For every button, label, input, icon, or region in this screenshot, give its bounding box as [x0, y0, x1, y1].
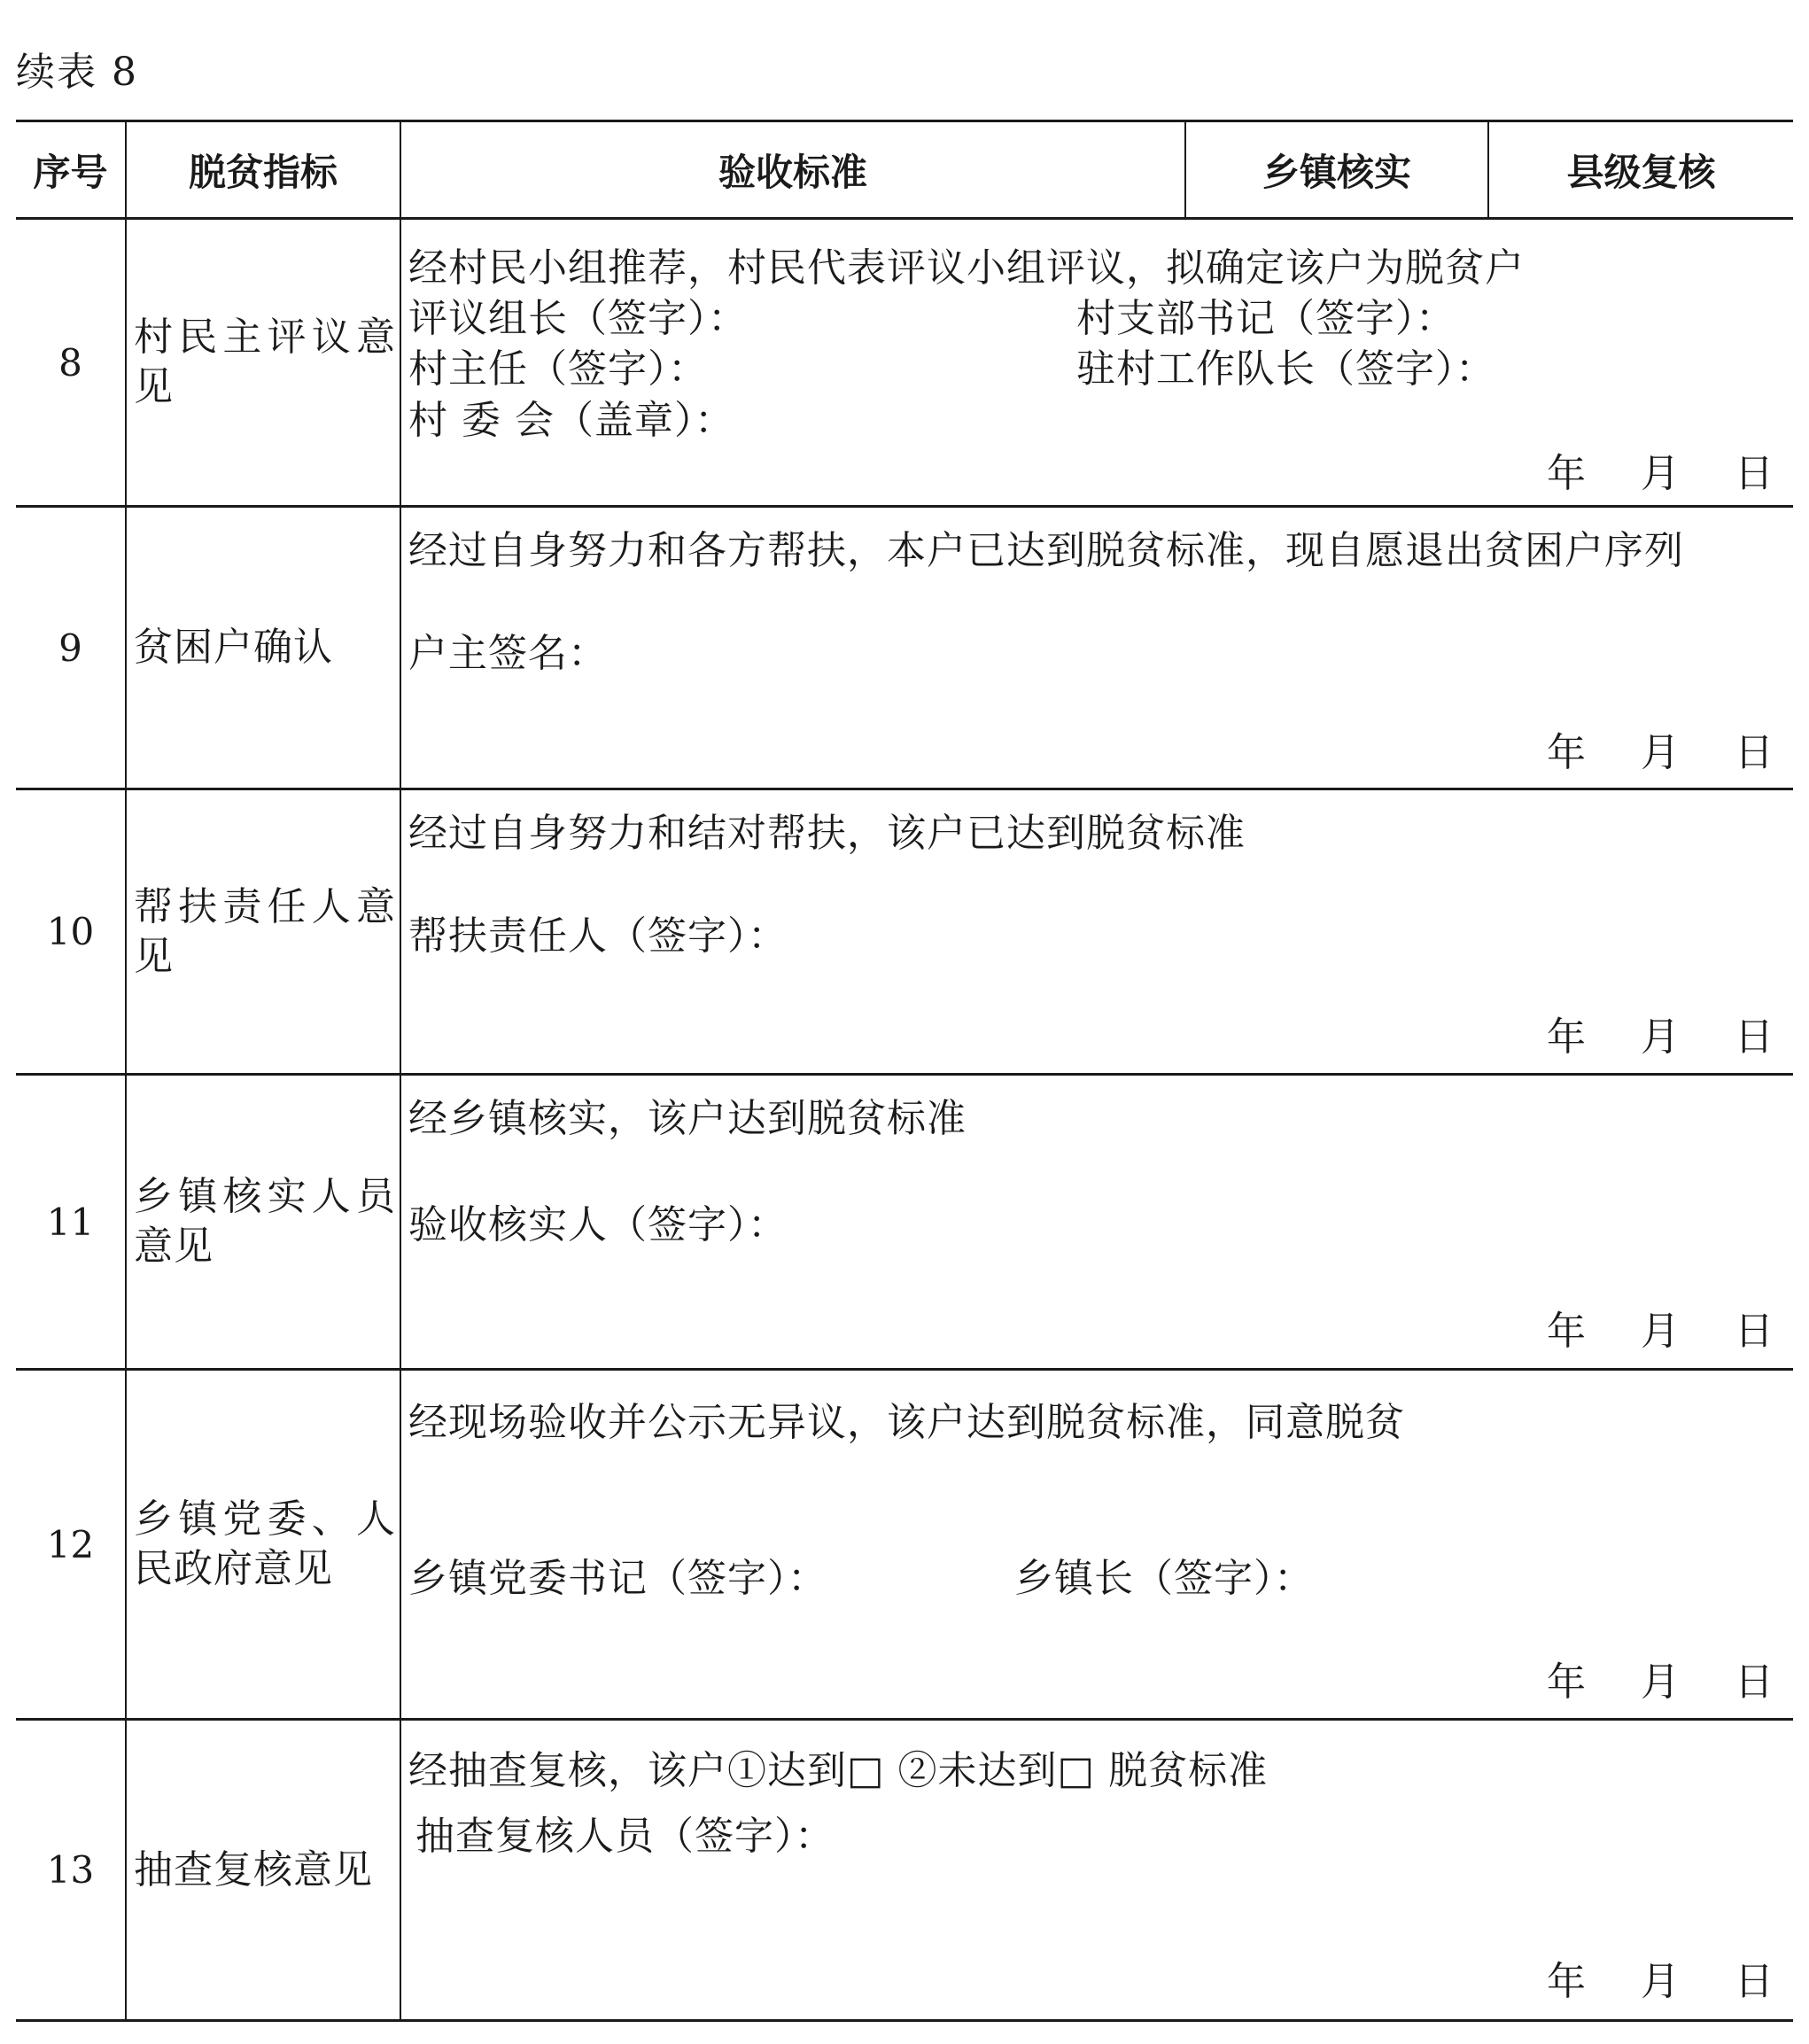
row-seq: 9 [16, 507, 126, 789]
criteria-statement: 经现场验收并公示无异议，该户达到脱贫标准，同意脱贫 [408, 1400, 1405, 1445]
signature-line: 评议组长（签字）： [408, 296, 748, 341]
row-criteria [400, 1075, 1793, 1370]
row-indicator: 乡镇核实人员意见 [126, 1075, 400, 1370]
row-criteria [400, 1720, 1793, 2021]
row-criteria [400, 789, 1793, 1075]
year-label: 年 [1547, 1659, 1586, 1705]
date-line [1547, 1949, 1774, 2006]
row-indicator: 贫困户确认 [126, 507, 400, 789]
row-seq: 12 [16, 1370, 126, 1720]
year-label: 年 [1547, 730, 1586, 775]
seal-line: 村 委 会（盖章）： [408, 398, 734, 443]
criteria-statement: 经村民小组推荐，村民代表评议小组评议，拟确定该户为脱贫户 [408, 245, 1525, 291]
signature-line: 村支部书记（签字）： [1076, 296, 1456, 341]
date-line [1547, 1299, 1774, 1356]
criteria-statement: 经抽查复核，该户①达到□ ②未达到□ 脱贫标准 [408, 1748, 1269, 1793]
table-row [16, 1370, 1793, 1720]
row-indicator: 村民主评议意见 [126, 219, 400, 507]
date-line [1547, 441, 1774, 498]
header-indicator: 脱贫指标 [126, 121, 400, 219]
signature-line: 乡镇党委书记（签字）： [408, 1556, 827, 1601]
row-seq: 13 [16, 1720, 126, 2021]
month-label: 月 [1641, 1959, 1680, 2004]
date-line [1547, 1650, 1774, 1706]
day-label: 日 [1735, 1309, 1774, 1354]
year-label: 年 [1547, 1014, 1586, 1060]
header-township-check: 乡镇核实 [1185, 121, 1488, 219]
poverty-exit-acceptance-table [16, 120, 1793, 2022]
row-indicator: 抽查复核意见 [126, 1720, 400, 2021]
criteria-statement: 经乡镇核实，该户达到脱贫标准 [408, 1096, 967, 1141]
month-label: 月 [1641, 1014, 1680, 1060]
table-row [16, 789, 1793, 1075]
row-criteria [400, 219, 1793, 507]
month-label: 月 [1641, 1309, 1680, 1354]
row-indicator: 乡镇党委、人民政府意见 [126, 1370, 400, 1720]
criteria-statement: 经过自身努力和各方帮扶，本户已达到脱贫标准，现自愿退出贫困户序列 [408, 528, 1684, 573]
signature-line: 户主签名： [408, 631, 608, 676]
header-row [16, 121, 1793, 219]
signature-line: 驻村工作队长（签字）： [1076, 346, 1495, 392]
row-seq: 8 [16, 219, 126, 507]
header-seq: 序号 [16, 121, 126, 219]
table-row [16, 507, 1793, 789]
row-indicator: 帮扶责任人意见 [126, 789, 400, 1075]
table-caption: 续表 8 [16, 50, 138, 95]
day-label: 日 [1735, 1659, 1774, 1705]
header-criteria: 验收标准 [400, 121, 1185, 219]
signature-line: 帮扶责任人（签字）： [408, 913, 788, 959]
day-label: 日 [1735, 1014, 1774, 1060]
table-row [16, 1075, 1793, 1370]
month-label: 月 [1641, 730, 1680, 775]
date-line [1547, 1005, 1774, 1061]
signature-line: 验收核实人（签字）： [408, 1202, 788, 1247]
row-criteria [400, 507, 1793, 789]
table-row [16, 219, 1793, 507]
header-county-review: 县级复核 [1488, 121, 1793, 219]
signature-line: 乡镇长（签字）： [1014, 1556, 1314, 1601]
date-line [1547, 720, 1774, 777]
row-criteria [400, 1370, 1793, 1720]
day-label: 日 [1735, 1959, 1774, 2004]
month-label: 月 [1641, 1659, 1680, 1705]
signature-line: 村主任（签字）： [408, 346, 708, 392]
year-label: 年 [1547, 1959, 1586, 2004]
row-seq: 10 [16, 789, 126, 1075]
table-row [16, 1720, 1793, 2021]
signature-line: 抽查复核人员（签字）： [415, 1814, 835, 1859]
day-label: 日 [1735, 451, 1774, 496]
row-seq: 11 [16, 1075, 126, 1370]
day-label: 日 [1735, 730, 1774, 775]
year-label: 年 [1547, 451, 1586, 496]
month-label: 月 [1641, 451, 1680, 496]
criteria-statement: 经过自身努力和结对帮扶，该户已达到脱贫标准 [408, 811, 1246, 856]
year-label: 年 [1547, 1309, 1586, 1354]
